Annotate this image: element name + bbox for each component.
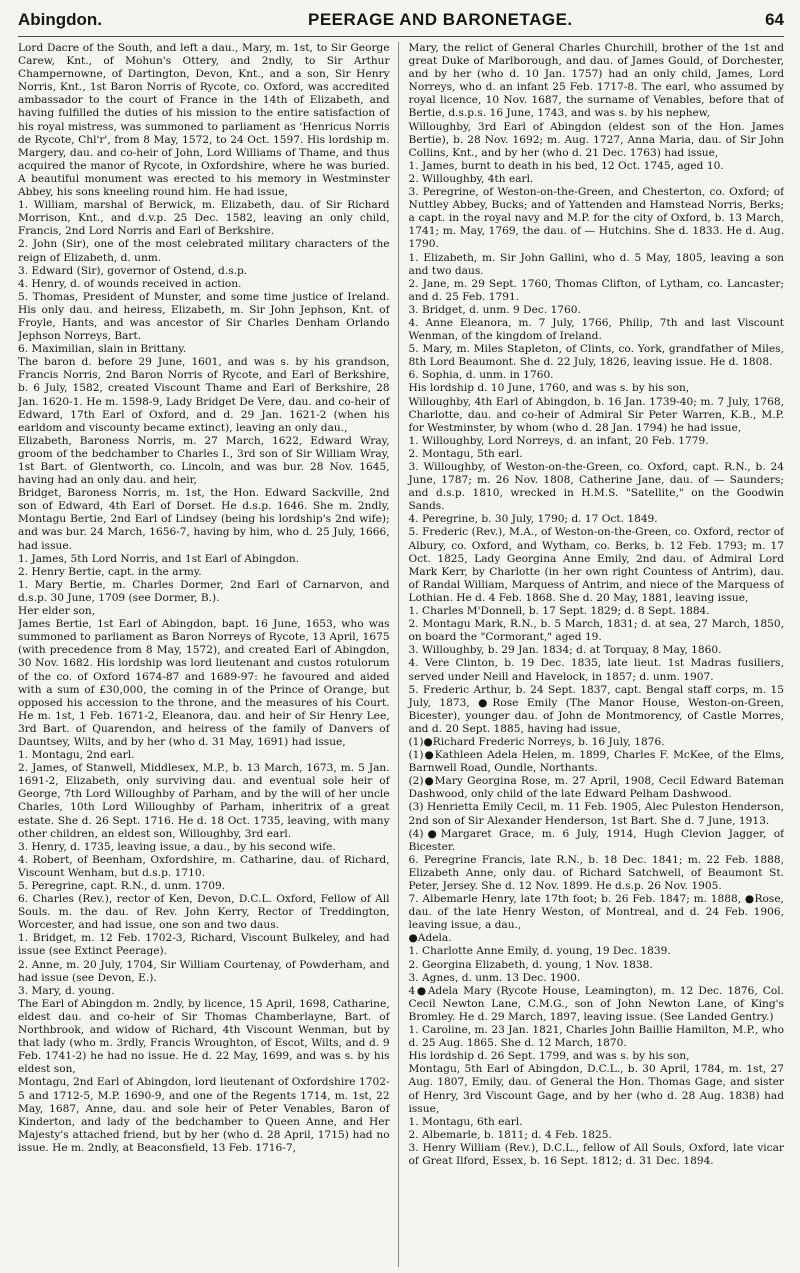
running-head-left: Abingdon. [18, 10, 103, 29]
text-paragraph: Montagu, 2nd Earl of Abingdon, lord lieutenant of Oxfordshire 1702-5 and 1712-5, M.P. 1690-9, and one of the Regents 1714, m. 1st, 22 May, 1687, Anne, dau. and sole heir of Peter Venables, Baron of Kinderton, and lady of the bedchamber to Queen Anne, and Her Majesty's attached friend, but by her (who d. 28 April, 1715) had no issue. He m. 2ndly, at Beaconsfield, 13 Feb. 1716-7, [18, 1076, 390, 1154]
text-paragraph: 6. Peregrine Francis, late R.N., b. 18 Dec. 1841; m. 22 Feb. 1888, Elizabeth Anne, only dau. of Richard Satchwell, of Beaumont St. Peter, Jersey. She d. 12 Nov. 1899. He d.s.p. 26 Nov. 1905. [408, 853, 784, 892]
text-columns [18, 42, 784, 1267]
text-paragraph: 3. Henry William (Rev.), D.C.L., fellow of All Souls, Oxford, late vicar of Great Ilford, Essex, b. 16 Sept. 1812; d. 31 Dec. 1894. [408, 1141, 784, 1167]
text-paragraph: 5. Thomas, President of Munster, and some time justice of Ireland. His only dau. and heiress, Elizabeth, m. Sir John Jephson, Knt. of Froyle, Hants, and was ancestor of Sir Charles Denham Orlando Jephson Norreys, Bart. [18, 290, 390, 343]
text-paragraph: 5. Frederic Arthur, b. 24 Sept. 1837, capt. Bengal staff corps, m. 15 July, 1873, ●Rose Emily (The Manor House, Weston-on-Green, Bicester), younger dau. of John de Montmorency, of Castle Morres, and d. 20 Sept. 1885, having had issue, [408, 683, 784, 735]
text-paragraph: 1. Charlotte Anne Emily, d. young, 19 Dec. 1839. [408, 945, 671, 958]
text-paragraph: (4)●Margaret Grace, m. 6 July, 1914, Hugh Clevion Jagger, of Bicester. [408, 827, 784, 853]
text-paragraph: Elizabeth, Baroness Norris, m. 27 March, 1622, Edward Wray, groom of the bedchamber to Charles I., 3rd son of Sir William Wray, 1st Bart. of Glentworth, co. Lincoln, and was bur. 28 Nov. 1645, having had an only dau. and heir, [18, 434, 390, 487]
text-paragraph: 4. Robert, of Beenham, Oxfordshire, m. Catharine, dau. of Richard, Viscount Wenham, but d.s.p. 1710. [18, 853, 390, 879]
text-paragraph: (1)●Kathleen Adela Helen, m. 1899, Charles F. McKee, of the Elms, Barnwell Road, Oundle, Northants. [408, 749, 784, 775]
text-paragraph: 1. Charles M'Donnell, b. 17 Sept. 1829; d. 8 Sept. 1884. [408, 605, 710, 618]
text-paragraph: 2. Henry Bertie, capt. in the army. [18, 565, 202, 578]
text-paragraph: 3. Willoughby, b. 29 Jan. 1834; d. at Torquay, 8 May, 1860. [408, 644, 722, 657]
text-paragraph: (1)●Richard Frederic Norreys, b. 16 July, 1876. [408, 735, 665, 748]
column-divider [398, 42, 399, 1267]
text-paragraph: 1. James, burnt to death in his bed, 12 Oct. 1745, aged 10. [408, 159, 724, 172]
text-paragraph: 3. Henry, d. 1735, leaving issue, a dau., by his second wife. [18, 840, 336, 853]
text-paragraph: (2)●Mary Georgina Rose, m. 27 April, 1908, Cecil Edward Bateman Dashwood, only child of the late Edward Pelham Dashwood. [408, 775, 784, 801]
text-paragraph: 1. Willoughby, Lord Norreys, d. an infant, 20 Feb. 1779. [408, 434, 709, 447]
text-paragraph: 6. Charles (Rev.), rector of Ken, Devon, D.C.L. Oxford, Fellow of All Souls. m. the dau. of Rev. John Kerry, Rector of Treddington, Worcester, and had issue, one son and two daus. [18, 893, 390, 932]
text-paragraph: 4●Adela Mary (Rycote House, Leamington), m. 12 Dec. 1876, Col. Cecil Newton Lane, C.M.G., son of John Newton Lane, of King's Bromley. He d. 29 March, 1897, leaving issue. (See Landed Gentry.) [408, 984, 784, 1023]
text-paragraph: 3. Agnes, d. unm. 13 Dec. 1900. [408, 971, 581, 984]
text-paragraph: 4. Peregrine, b. 30 July, 1790; d. 17 Oct. 1849. [408, 513, 658, 526]
text-paragraph: Montagu, 5th Earl of Abingdon, D.C.L., b. 30 April, 1784, m. 1st, 27 Aug. 1807, Emily, dau. of General the Hon. Thomas Gage, and sister of Henry, 3rd Viscount Gage, and by her (who d. 28 Aug. 1838) had issue, [408, 1063, 784, 1115]
text-paragraph: 2. Georgina Elizabeth, d. young, 1 Nov. 1838. [408, 958, 653, 971]
text-paragraph: 2. Montagu Mark, R.N., b. 5 March, 1831; d. at sea, 27 March, 1850, on board the "Cormorant," aged 19. [408, 618, 784, 644]
text-paragraph: Lord Dacre of the South, and left a dau., Mary, m. 1st, to Sir George Carew, Knt., of Mohun's Ottery, and 2ndly, to Sir Arthur Champernowne, of Dartington, Devon, Knt., and a son, Sir Henry Norris, Knt., 1st Baron Norris of Rycote, co. Oxford, was accredited ambassador to the court of France in the 14th of Elizabeth, and having fulfilled the duties of his mission to the entire satisfaction of his royal mistress, was summoned to parliament as 'Henricus Norris de Rycote, Chl'r', from 8 May, 1572, to 24 Oct. 1597. His lordship m. Margery, dau. and co-heir of John, Lord Williams of Thame, and thus acquired the manor of Rycote, in Oxfordshire, where he was buried. A beautiful monument was erected to his memory in Westminster Abbey, his sons kneeling round him. He had issue, [18, 42, 390, 199]
text-paragraph: 5. Peregrine, capt. R.N., d. unm. 1709. [18, 880, 226, 892]
text-paragraph: 1. Elizabeth, m. Sir John Gallini, who d. 5 May, 1805, leaving a son and two daus. [408, 251, 784, 277]
text-paragraph: 2. Anne, m. 20 July, 1704, Sir William Courtenay, of Powderham, and had issue (see Devon, E.). [18, 958, 390, 984]
text-paragraph: 3. Edward (Sir), governor of Ostend, d.s.p. [18, 264, 248, 277]
text-paragraph: 3. Peregrine, of Weston-on-the-Green, and Chesterton, co. Oxford; of Nuttley Abbey, Bucks; and of Yattenden and Hamstead Norris, Berks; a capt. in the royal navy and M.P. for the city of Oxford, b. 13 March, 1741; m. May, 1769, the dau. of — Hutchins. She d. 1833. He d. Aug. 1790. [408, 186, 784, 251]
text-paragraph: 1. Montagu, 6th earl. [408, 1115, 523, 1128]
text-paragraph: 6. Maximilian, slain in Brittany. [18, 343, 187, 356]
text-paragraph: ●Adela. [408, 932, 452, 945]
text-paragraph: 2. John (Sir), one of the most celebrated military characters of the reign of Elizabeth, d. unm. [18, 238, 390, 264]
text-paragraph: 2. Willoughby, 4th earl. [408, 172, 534, 185]
text-paragraph: His lordship d. 10 June, 1760, and was s. by his son, [408, 382, 690, 395]
text-paragraph: 2. Jane, m. 29 Sept. 1760, Thomas Clifton, of Lytham, co. Lancaster; and d. 25 Feb. 1791. [408, 277, 784, 303]
text-paragraph: 5. Mary, m. Miles Stapleton, of Clints, co. York, grandfather of Miles, 8th Lord Beaumont. She d. 22 July, 1826, leaving issue. He d. 1808. [408, 343, 784, 369]
text-paragraph: 1. James, 5th Lord Norris, and 1st Earl of Abingdon. [18, 552, 300, 565]
text-paragraph: Willoughby, 3rd Earl of Abingdon (eldest son of the Hon. James Bertie), b. 28 Nov. 1692; m. Aug. 1727, Anna Maria, dau. of Sir John Collins, Knt., and by her (who d. 21 Dec. 1763) had issue, [408, 120, 784, 159]
text-paragraph: 4. Anne Eleanora, m. 7 July, 1766, Philip, 7th and last Viscount Wenman, of the kingdom of Ireland. [408, 316, 784, 343]
running-head-title: PEERAGE AND BARONETAGE. [308, 10, 573, 29]
text-paragraph: 7. Albemarle Henry, late 17th foot; b. 26 Feb. 1847; m. 1888, ●Rose, dau. of the late Henry Weston, of Montreal, and d. 24 Feb. 1906, leaving issue, a dau., [408, 893, 784, 932]
text-paragraph: 1. Montagu, 2nd earl. [18, 749, 135, 762]
text-paragraph: 5. Frederic (Rev.), M.A., of Weston-on-the-Green, co. Oxford, rector of Albury, co. Oxford, and Wytham, co. Berks, b. 12 Feb. 1793; m. 17 Oct. 1825, Lady Georgina Anne Emily, 2nd dau. of Admiral Lord Mark Kerr, by Charlotte (in her own right Countess of Antrim), dau. of Randal William, Marquess of Antrim, and niece of the Marquess of Lothian. He d. 4 Feb. 1868. She d. 20 May, 1881, leaving issue, [408, 526, 784, 604]
text-paragraph: 2. Montagu, 5th earl. [408, 447, 523, 460]
text-paragraph: Her elder son, [18, 605, 96, 618]
left-column [18, 42, 398, 1267]
page-number: 64 [765, 10, 784, 29]
text-paragraph: 1. William, marshal of Berwick, m. Elizabeth, dau. of Sir Richard Morrison, Knt., and d.v.p. 25 Dec. 1582, leaving an only child, Francis, 2nd Lord Norris and Earl of Berkshire. [18, 199, 390, 238]
text-paragraph: 1. Bridget, m. 12 Feb. 1702-3, Richard, Viscount Bulkeley, and had issue (see Extinct Peerage). [18, 932, 390, 958]
text-paragraph: 2. Albemarle, b. 1811; d. 4 Feb. 1825. [408, 1128, 612, 1141]
text-paragraph: James Bertie, 1st Earl of Abingdon, bapt. 16 June, 1653, who was summoned to parliament as Baron Norreys of Rycote, 13 April, 1675 (with precedence from 8 May, 1572), and created Earl of Abingdon, 30 Nov. 1682. His lordship was lord lieutenant and custos rotulorum of the co. of Oxford 1674-87 and 1689-97: he favoured and aided with a sum of £30,000, the coming in of the Prince of Orange, but opposed his accession to the throne, and the measures of his Court. He m. 1st, 1 Feb. 1671-2, Eleanora, dau. and heir of Sir Henry Lee, 3rd Bart. of Quarendon, and heiress of the family of Danvers of Dauntsey, Wilts, and by her (who d. 31 May, 1691) had issue, [18, 618, 390, 748]
text-paragraph: 4. Henry, d. of wounds received in action. [18, 277, 242, 290]
text-paragraph: 2. James, of Stanwell, Middlesex, M.P., b. 13 March, 1673, m. 5 Jan. 1691-2, Elizabeth, only surviving dau. and eventual sole heir of George, 7th Lord Willoughby of Parham, and by the will of her uncle Charles, 10th Lord Willoughby of Parham, inheritrix of a great estate. She d. 26 Sept. 1716. He d. 18 Oct. 1735, leaving, with many other children, an eldest son, Willoughby, 3rd earl. [18, 762, 390, 840]
text-paragraph: 6. Sophia, d. unm. in 1760. [408, 369, 554, 382]
page-header [18, 10, 784, 37]
text-paragraph: Willoughby, 4th Earl of Abingdon, b. 16 Jan. 1739-40; m. 7 July, 1768, Charlotte, dau. and co-heir of Admiral Sir Peter Warren, K.B., M.P. for Westminster, by whom (who d. 28 Jan. 1794) he had issue, [408, 395, 784, 434]
text-paragraph: His lordship d. 26 Sept. 1799, and was s. by his son, [408, 1050, 690, 1063]
text-paragraph: 4. Vere Clinton, b. 19 Dec. 1835, late lieut. 1st Madras fusiliers, served under Neill and Havelock, in 1857; d. unm. 1907. [408, 657, 784, 683]
text-paragraph: (3) Henrietta Emily Cecil, m. 11 Feb. 1905, Alec Puleston Henderson, 2nd son of Sir Alexander Henderson, 1st Bart. She d. 7 June, 1913. [408, 801, 784, 827]
text-paragraph: The baron d. before 29 June, 1601, and was s. by his grandson, Francis Norris, 2nd Baron Norris of Rycote, and Earl of Berkshire, b. 6 July, 1582, created Viscount Thame and Earl of Berkshire, 28 Jan. 1620-1. He m. 1598-9, Lady Bridget De Vere, dau. and co-heir of Edward, 17th Earl of Oxford, and d. 29 Jan. 1621-2 (when his earldom and viscounty became extinct), leaving an only dau., [18, 356, 390, 434]
text-paragraph: 3. Willoughby, of Weston-on-the-Green, co. Oxford, capt. R.N., b. 24 June, 1787; m. 26 Nov. 1808, Catherine Jane, dau. of — Saunders; and d.s.p. 1810, wrecked in H.M.S. "Satellite," on the Goodwin Sands. [408, 461, 784, 513]
text-paragraph: The Earl of Abingdon m. 2ndly, by licence, 15 April, 1698, Catharine, eldest dau. and co-heir of Sir Thomas Chamberlayne, Bart. of Northbrook, and widow of Richard, 4th Viscount Wenman, but by that lady (who m. 3rdly, Francis Wroughton, of Escot, Wilts, and d. 9 Feb. 1741-2) he had no issue. He d. 22 May, 1699, and was s. by his eldest son, [18, 997, 390, 1076]
text-paragraph: Bridget, Baroness Norris, m. 1st, the Hon. Edward Sackville, 2nd son of Edward, 4th Earl of Dorset. He d.s.p. 1646. She m. 2ndly, Montagu Bertie, 2nd Earl of Lindsey (being his lordship's 2nd wife); and was bur. 24 March, 1656-7, having by him, who d. 25 July, 1666, had issue. [18, 487, 390, 552]
text-paragraph: Mary, the relict of General Charles Churchill, brother of the 1st and great Duke of Marlborough, and dau. of James Gould, of Dorchester, and by her (who d. 10 Jan. 1757) had an only child, James, Lord Norreys, who d. an infant 25 Feb. 1717-8. The earl, who assumed by royal licence, 10 Nov. 1687, the surname of Venables, before that of Bertie, d.s.p.s. 16 June, 1743, and was s. by his nephew, [408, 42, 784, 120]
text-paragraph: 3. Bridget, d. unm. 9 Dec. 1760. [408, 303, 581, 316]
text-paragraph: 1. Caroline, m. 23 Jan. 1821, Charles John Baillie Hamilton, M.P., who d. 25 Aug. 1865. She d. 12 March, 1870. [408, 1024, 784, 1050]
text-paragraph: 3. Mary, d. young. [18, 984, 115, 997]
right-column [405, 42, 784, 1267]
text-paragraph: 1. Mary Bertie, m. Charles Dormer, 2nd Earl of Carnarvon, and d.s.p. 30 June, 1709 (see Dormer, B.). [18, 578, 390, 604]
